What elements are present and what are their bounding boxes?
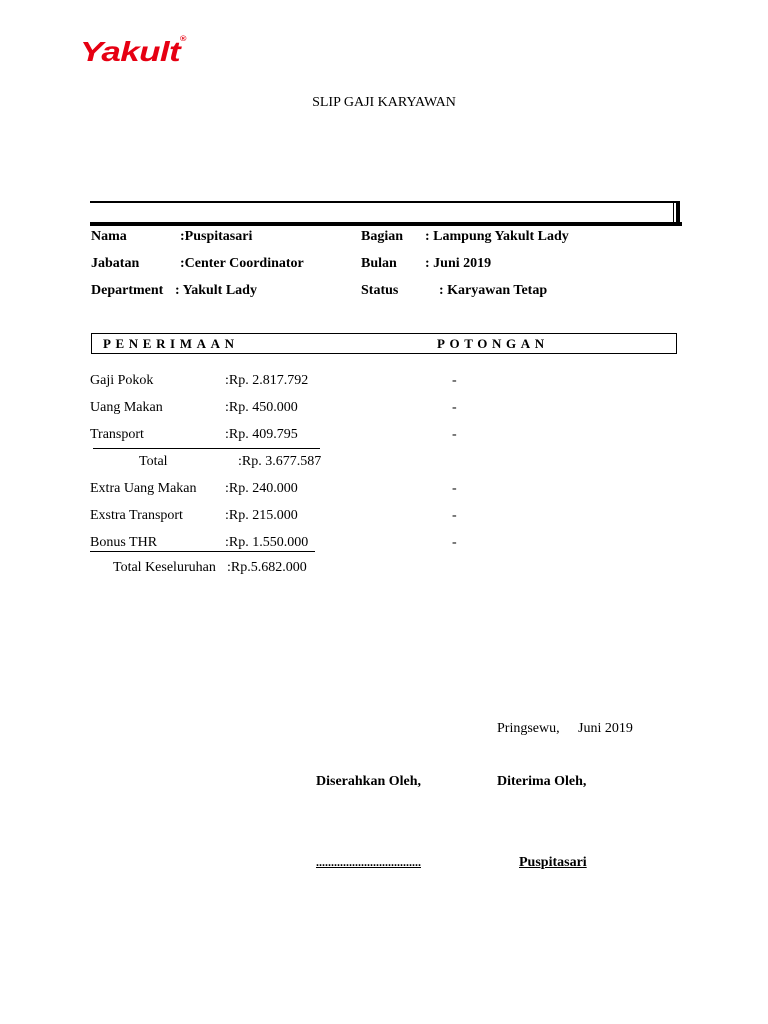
penerimaan-header: PENERIMAAN [103, 336, 239, 351]
jabatan-label: Jabatan [91, 256, 140, 271]
extra-potongan: - [452, 535, 457, 550]
total-label: Total [139, 454, 168, 469]
diserahkan-signature-line: ................................... [316, 855, 421, 869]
subtotal-rule [93, 448, 320, 449]
nama-value: :Puspitasari [180, 229, 253, 244]
document-title: SLIP GAJI KARYAWAN [312, 95, 456, 110]
bagian-label: Bagian [361, 229, 404, 244]
header-rule-right-inner [673, 203, 674, 222]
item-value: :Rp. 450.000 [225, 400, 298, 415]
diterima-name: Puspitasari [519, 855, 587, 870]
extra-label: Bonus THR [90, 535, 158, 550]
nama-label: Nama [91, 229, 127, 244]
department-value: : Yakult Lady [175, 283, 257, 298]
item-label: Uang Makan [90, 400, 163, 415]
header-rule-bottom [90, 222, 682, 226]
bulan-value: : Juni 2019 [425, 256, 492, 271]
extra-value: :Rp. 215.000 [225, 508, 298, 523]
extra-value: :Rp. 240.000 [225, 481, 298, 496]
item-potongan: - [452, 427, 457, 442]
grand-total-rule [90, 551, 315, 552]
yakult-logo: Yakult® [80, 36, 186, 67]
bulan-label: Bulan [361, 256, 397, 271]
diterima-label: Diterima Oleh, [497, 774, 587, 789]
bagian-value: : Lampung Yakult Lady [425, 229, 569, 244]
extra-label: Exstra Transport [90, 508, 183, 523]
item-potongan: - [452, 400, 457, 415]
grand-total-value: :Rp.5.682.000 [227, 560, 307, 575]
item-value: :Rp. 409.795 [225, 427, 298, 442]
status-label: Status [361, 283, 399, 298]
jabatan-value: :Center Coordinator [180, 256, 304, 271]
diserahkan-label: Diserahkan Oleh, [316, 774, 422, 789]
item-label: Transport [90, 427, 144, 442]
extra-label: Extra Uang Makan [90, 481, 197, 496]
extra-value: :Rp. 1.550.000 [225, 535, 309, 550]
place: Pringsewu, [497, 721, 560, 736]
extra-potongan: - [452, 508, 457, 523]
potongan-header: POTONGAN [437, 336, 549, 351]
status-value: : Karyawan Tetap [439, 283, 548, 298]
total-value: :Rp. 3.677.587 [238, 454, 322, 469]
header-rule-right [676, 201, 680, 226]
date: Juni 2019 [578, 721, 633, 736]
grand-total-label: Total Keseluruhan [113, 560, 216, 575]
header-rule-top [90, 201, 680, 203]
item-label: Gaji Pokok [90, 373, 154, 388]
extra-potongan: - [452, 481, 457, 496]
item-potongan: - [452, 373, 457, 388]
department-label: Department [91, 283, 164, 298]
item-value: :Rp. 2.817.792 [225, 373, 309, 388]
